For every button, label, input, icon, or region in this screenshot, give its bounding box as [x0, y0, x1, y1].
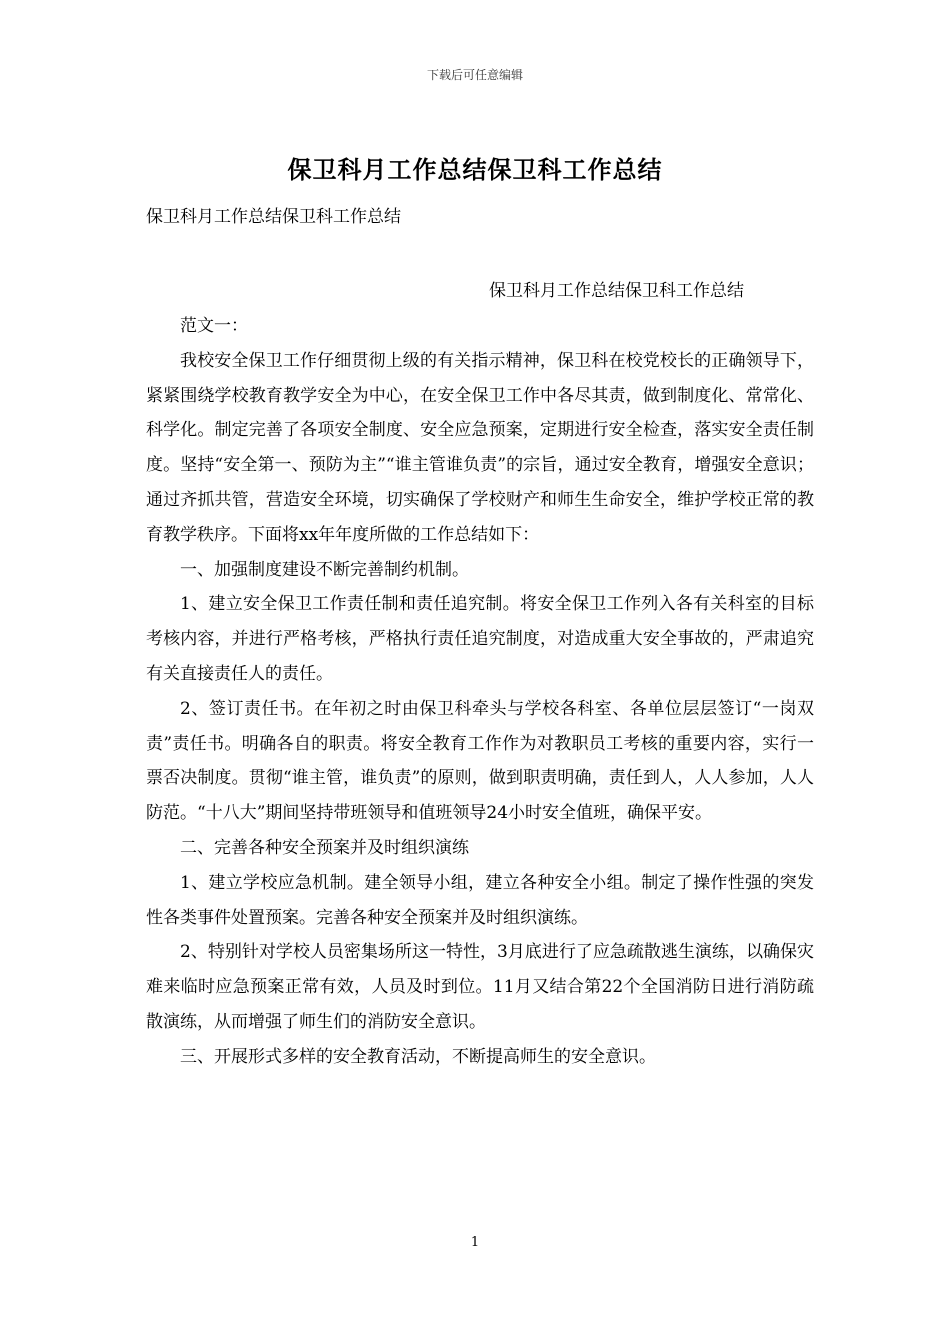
document-title: 保卫科月工作总结保卫科工作总结: [287, 156, 663, 184]
paragraph-intro: 我校安全保卫工作仔细贯彻上级的有关指示精神，保卫科在校党校长的正确领导下，紧紧围绕学校教育教学安全为中心，在安全保卫工作中各尽其责，做到制度化、常常化、科学化。制定完善了各项安全制度、安全应急预案，定期进行安全检查，落实安全责任制度。坚持“安全第一、预防为主”“谁主管谁负责”的宗旨，通过安全教育，增强安全意识；通过齐抓共管，营造安全环境，切实确保了学校财产和师生生命安全，维护学校正常的教育教学秩序。下面将xx年年度所做的工作总结如下：: [146, 350, 814, 545]
header-note: 下载后可任意编辑: [426, 68, 523, 82]
section-heading-2: 二、完善各种安全预案并及时组织演练: [180, 837, 469, 858]
paragraph-2-1: 1、建立学校应急机制。建全领导小组，建立各种安全小组。制定了操作性强的突发性各类事件处置预案。完善各种安全预案并及时组织演练。: [146, 872, 814, 928]
section-heading-3: 三、开展形式多样的安全教育活动，不断提高师生的安全意识。: [180, 1046, 656, 1067]
paragraph-1-1: 1、建立安全保卫工作责任制和责任追究制。将安全保卫工作列入各有关科室的目标考核内容，并进行严格考核，严格执行责任追究制度，对造成重大安全事故的，严肃追究有关直接责任人的责任。: [146, 594, 814, 684]
paragraph-2-2: 2、特别针对学校人员密集场所这一特性，3月底进行了应急疏散逃生演练，以确保灾难来临时应急预案正常有效，人员及时到位。11月又结合第22个全国消防日进行消防疏散演练，从而增强了师生们的消防安全意识。: [146, 942, 814, 1032]
document-subtitle: 保卫科月工作总结保卫科工作总结: [146, 207, 401, 227]
paragraph-sample-label: 范文一：: [180, 316, 248, 336]
right-aligned-heading: 保卫科月工作总结保卫科工作总结: [489, 281, 744, 301]
document-body: [146, 309, 814, 1075]
section-heading-1: 一、加强制度建设不断完善制约机制。: [180, 559, 469, 580]
page-number: 1: [470, 1235, 480, 1250]
paragraph-1-2: 2、签订责任书。在年初之时由保卫科牵头与学校各科室、各单位层层签订“一岗双责”责任书。明确各自的职责。将安全教育工作作为对教职员工考核的重要内容，实行一票否决制度。贯彻“谁主管，谁负责”的原则，做到职责明确，责任到人，人人参加，人人防范。“十八大”期间坚持带班领导和值班领导24小时安全值班，确保平安。: [146, 698, 814, 824]
